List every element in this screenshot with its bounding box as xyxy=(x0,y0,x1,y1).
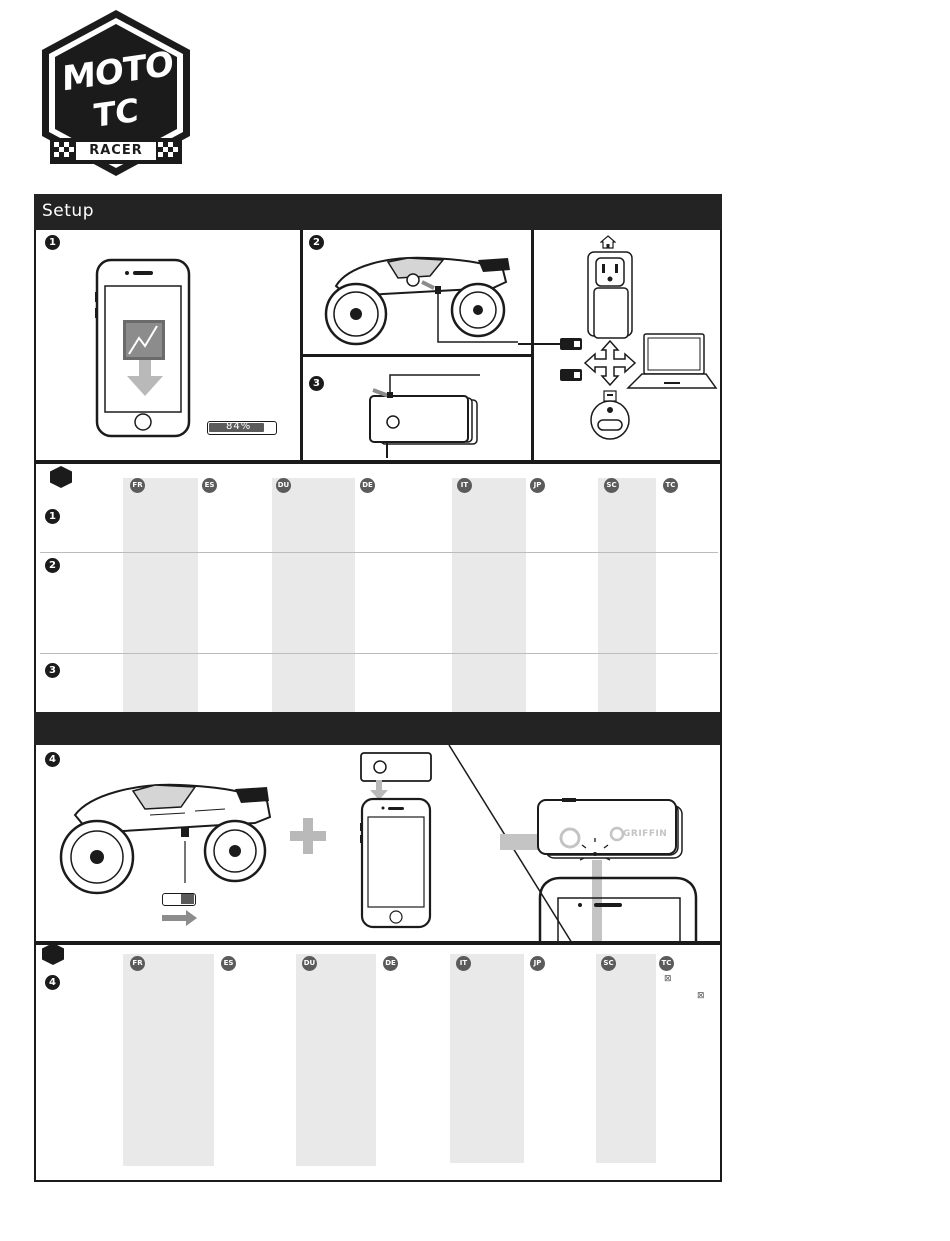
setup-step-1-badge: 1 xyxy=(45,235,60,250)
setup-step-2-badge: 2 xyxy=(309,235,324,250)
column-shade-sc-top xyxy=(598,478,656,712)
adapter-small-icon xyxy=(360,752,432,782)
setup-step-3-badge: 3 xyxy=(309,376,324,391)
moto-tc-logo xyxy=(36,8,196,180)
griffin-brand-label: GRIFFIN xyxy=(623,829,668,839)
wall-outlet-icon xyxy=(586,250,634,340)
lang-badge-es-top: ES xyxy=(202,478,217,493)
power-switch-icon xyxy=(162,893,196,906)
setup-title: Setup xyxy=(42,201,94,221)
play-step-4-badge: 4 xyxy=(45,752,60,767)
car-charging-illustration xyxy=(318,248,518,353)
usb-plug-1 xyxy=(560,338,582,350)
column-shade-du-bottom xyxy=(296,954,376,1166)
lang-badge-it-bottom: IT xyxy=(456,956,471,971)
text-step-4-badge: 4 xyxy=(45,975,60,990)
lang-badge-sc-bottom: SC xyxy=(601,956,616,971)
lang-badge-sc-top: SC xyxy=(604,478,619,493)
panel-divider-1 xyxy=(300,230,303,462)
logo-line1: MOTO xyxy=(62,44,173,100)
cable-car-line xyxy=(518,343,562,345)
lang-badge-de-bottom: DE xyxy=(383,956,398,971)
car-charger-icon xyxy=(588,390,632,440)
setup-bottom-rule xyxy=(34,460,722,464)
phone-charging-illustration xyxy=(95,258,191,438)
tc-mark-1: ⊠ xyxy=(664,974,672,984)
lang-badge-du-bottom: DU xyxy=(302,956,317,971)
home-icon xyxy=(600,234,616,248)
logo-line2: TC xyxy=(93,90,139,136)
switch-direction-arrow-icon xyxy=(162,910,198,926)
panel-divider-3 xyxy=(302,354,532,357)
tc-mark-2: ⊠ xyxy=(697,991,705,1001)
lang-badge-fr-top: FR xyxy=(130,478,145,493)
row-divider-1 xyxy=(40,552,718,553)
lang-badge-du-top: DU xyxy=(276,478,291,493)
column-shade-it-top xyxy=(452,478,526,712)
lang-badge-jp-top: JP xyxy=(530,478,545,493)
lang-badge-es-bottom: ES xyxy=(221,956,236,971)
adapter-zoom-illustration xyxy=(500,798,700,943)
column-shade-sc-bottom xyxy=(596,954,656,1163)
play-header-bar xyxy=(34,712,720,745)
lang-badge-it-top: IT xyxy=(457,478,472,493)
laptop-icon xyxy=(626,332,718,392)
play-bottom-rule xyxy=(34,941,722,945)
lang-badge-tc-top: TC xyxy=(663,478,678,493)
column-shade-fr-bottom xyxy=(123,954,214,1166)
column-shade-fr-top xyxy=(123,478,198,712)
lang-badge-de-top: DE xyxy=(360,478,375,493)
usb-plug-2 xyxy=(560,369,582,381)
text-step-1-badge: 1 xyxy=(45,509,60,524)
text-step-3-badge: 3 xyxy=(45,663,60,678)
lang-badge-jp-bottom: JP xyxy=(530,956,545,971)
plus-icon xyxy=(290,818,326,854)
battery-label: 84% xyxy=(226,421,252,432)
phone-illustration xyxy=(360,797,432,929)
column-shade-du-top xyxy=(272,478,355,712)
lang-badge-fr-bottom: FR xyxy=(130,956,145,971)
row-divider-2 xyxy=(40,653,718,654)
logo-line3: RACER xyxy=(89,143,143,158)
adapter-illustration xyxy=(365,370,480,460)
battery-indicator xyxy=(207,421,277,435)
panel-divider-2 xyxy=(531,230,534,462)
lang-badge-tc-bottom: TC xyxy=(659,956,674,971)
column-shade-it-bottom xyxy=(450,954,524,1163)
text-step-2-badge: 2 xyxy=(45,558,60,573)
setup-header-bar xyxy=(34,194,722,230)
